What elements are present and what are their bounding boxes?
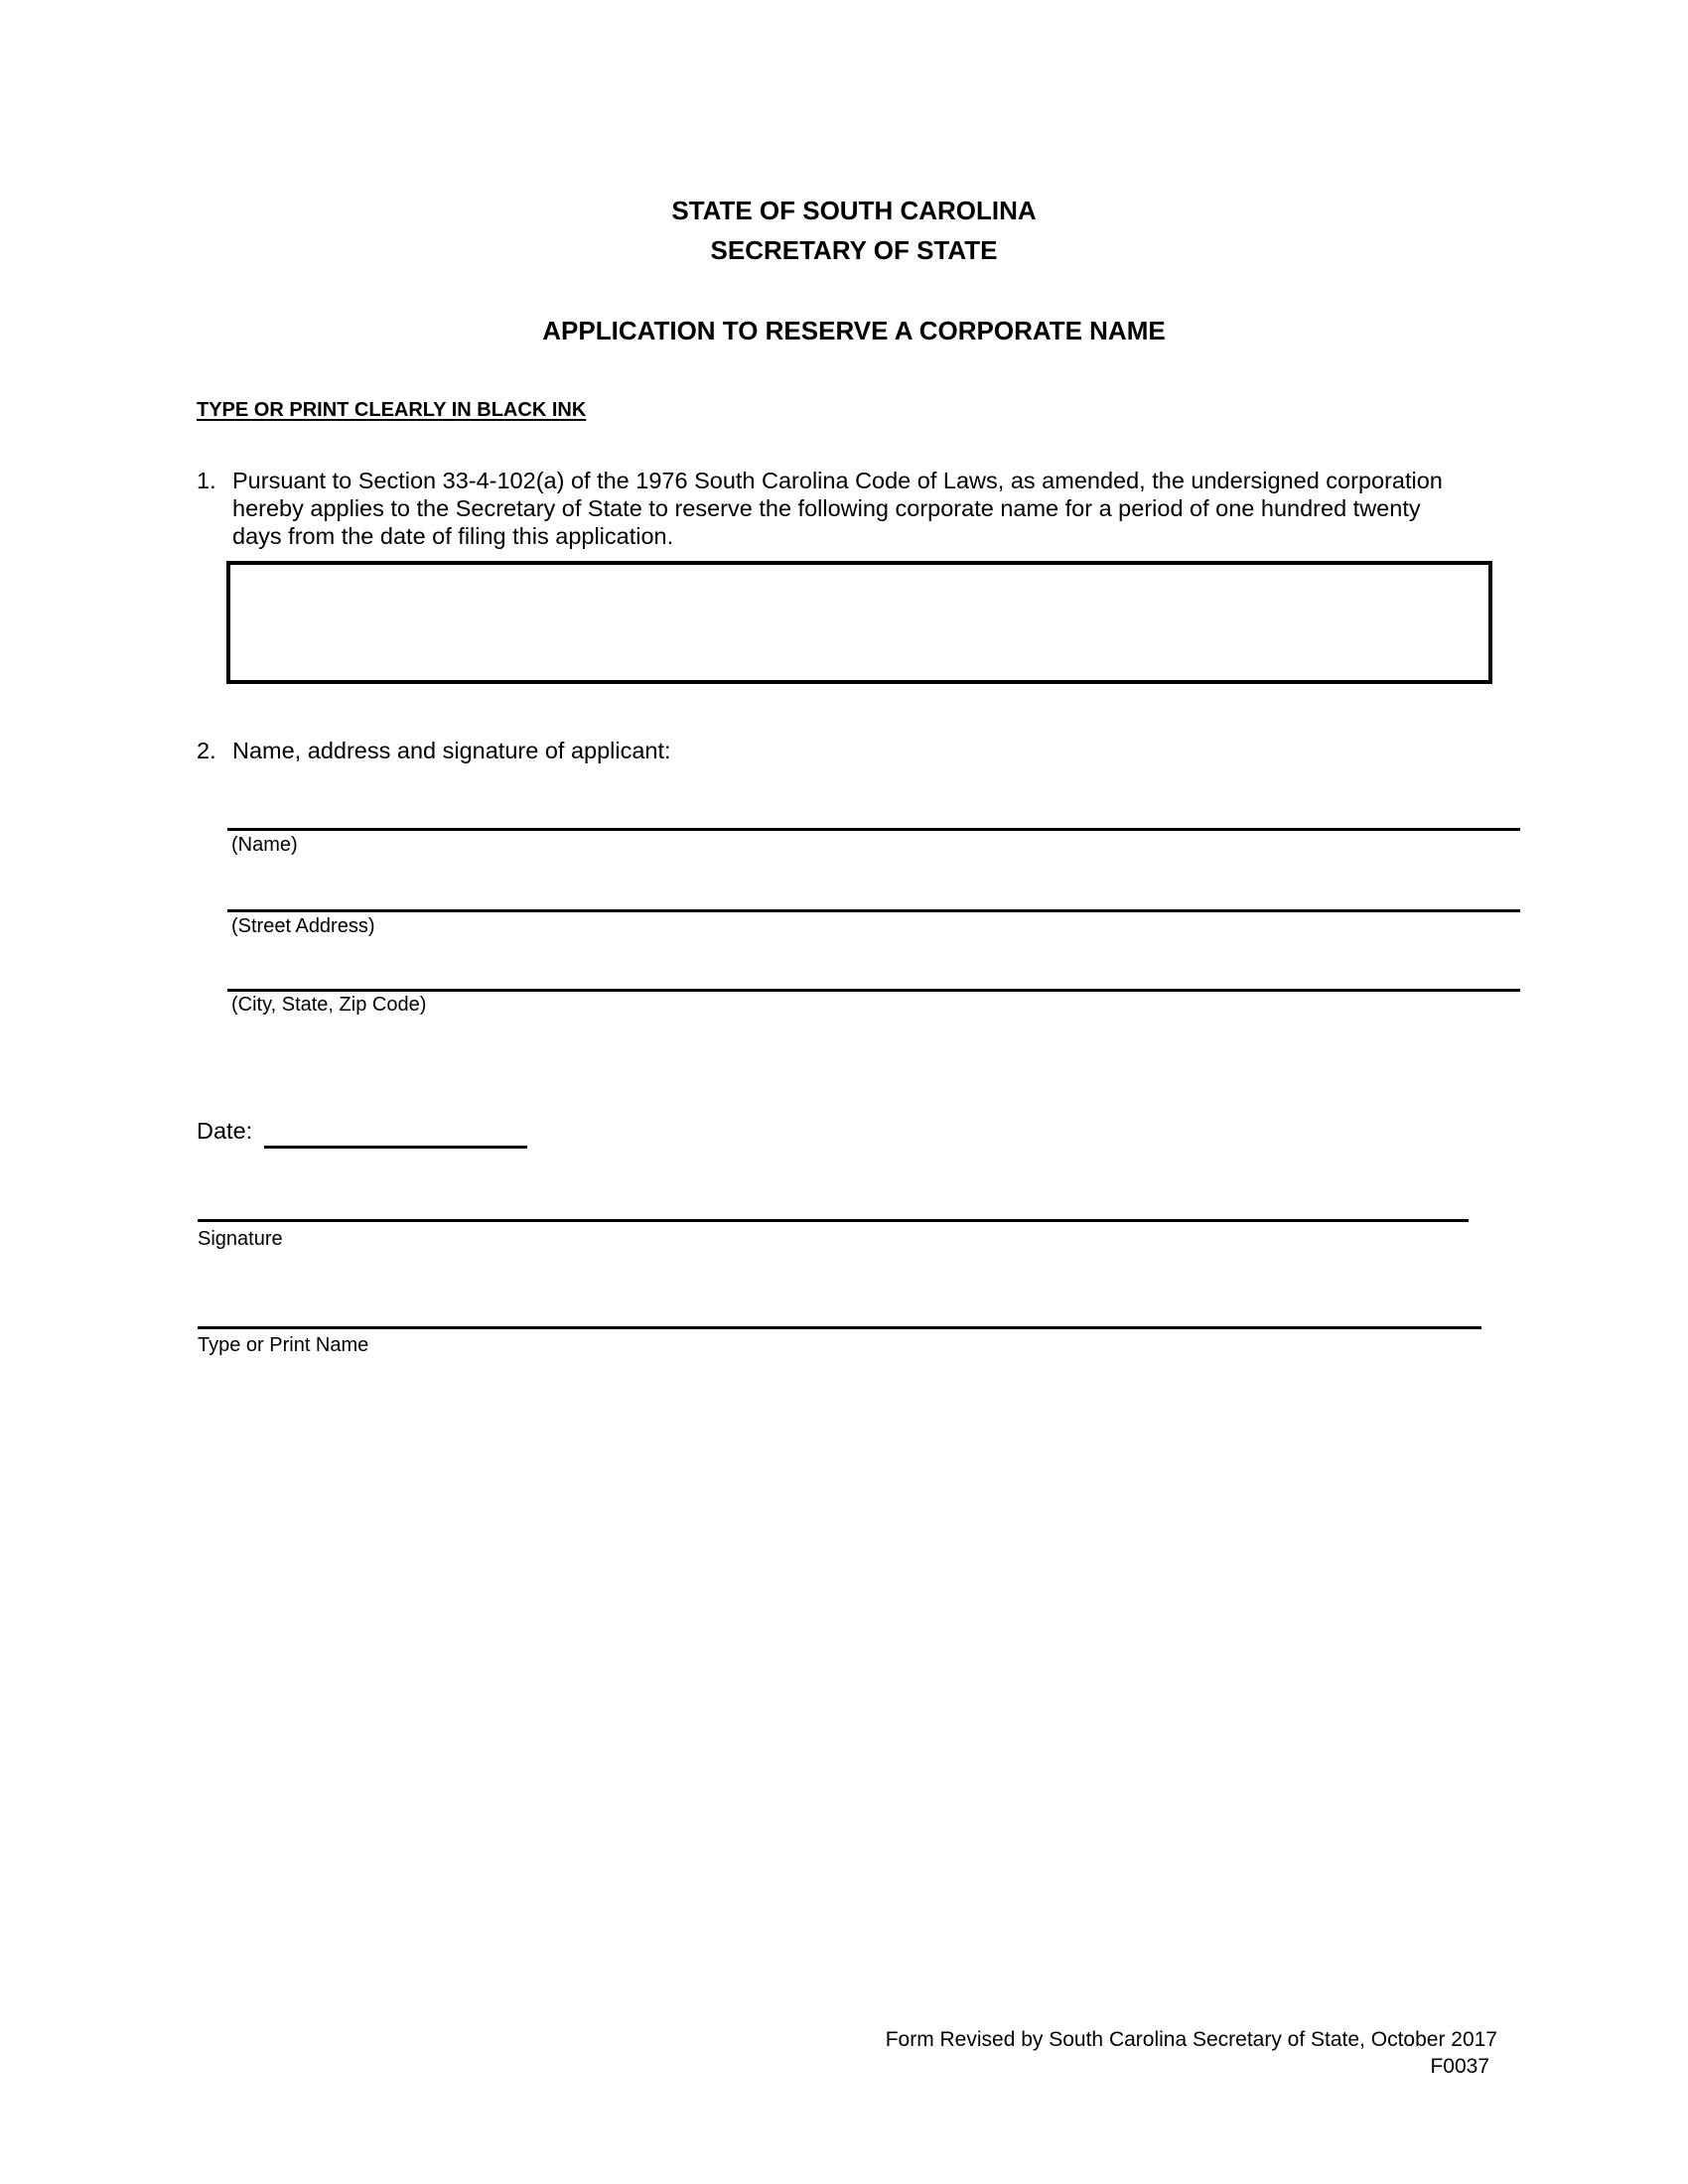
secretary-heading: SECRETARY OF STATE [710,235,998,265]
applicant-name-line [227,828,1520,831]
city-state-zip-input[interactable] [230,955,1516,987]
date-label: Date: [197,1118,253,1144]
section-2-number: 2. [197,738,216,763]
signature-caption: Signature [198,1228,283,1250]
city-state-zip-caption: (City, State, Zip Code) [231,994,427,1016]
signature-input[interactable] [199,1181,1460,1213]
print-name-caption: Type or Print Name [198,1334,369,1356]
applicant-name-caption: (Name) [231,834,298,856]
ink-instruction: TYPE OR PRINT CLEARLY IN BLACK INK [197,399,587,421]
applicant-name-input[interactable] [230,794,1516,826]
section-1-number: 1. [197,468,216,493]
form-title: APPLICATION TO RESERVE A CORPORATE NAME [542,316,1166,345]
date-line [264,1146,527,1149]
form-id: F0037 [1430,2055,1489,2078]
section-1-text [232,467,1543,550]
street-address-caption: (Street Address) [231,915,375,937]
signature-line [198,1219,1469,1222]
revision-note: Form Revised by South Carolina Secretary of State, October 2017 [885,2028,1497,2051]
corporate-name-box[interactable] [226,561,1492,684]
print-name-line [198,1326,1481,1329]
section-2-text: Name, address and signature of applicant: [232,738,671,763]
date-input[interactable] [264,1112,522,1144]
section-1-line: Pursuant to Section 33-4-102(a) of the 1976 South Carolina Code of Laws, as amended, the undersigned corporation [232,468,1443,493]
street-address-input[interactable] [230,876,1516,907]
street-address-line [227,909,1520,912]
corporate-name-input[interactable] [240,605,1472,640]
section-1-line: hereby applies to the Secretary of State to reserve the following corporate name for a period of one hundred twenty [232,495,1421,521]
section-1-line: days from the date of filing this application. [232,523,674,549]
state-heading: STATE OF SOUTH CAROLINA [671,196,1037,225]
city-state-zip-line [227,989,1520,992]
print-name-input[interactable] [199,1289,1475,1320]
